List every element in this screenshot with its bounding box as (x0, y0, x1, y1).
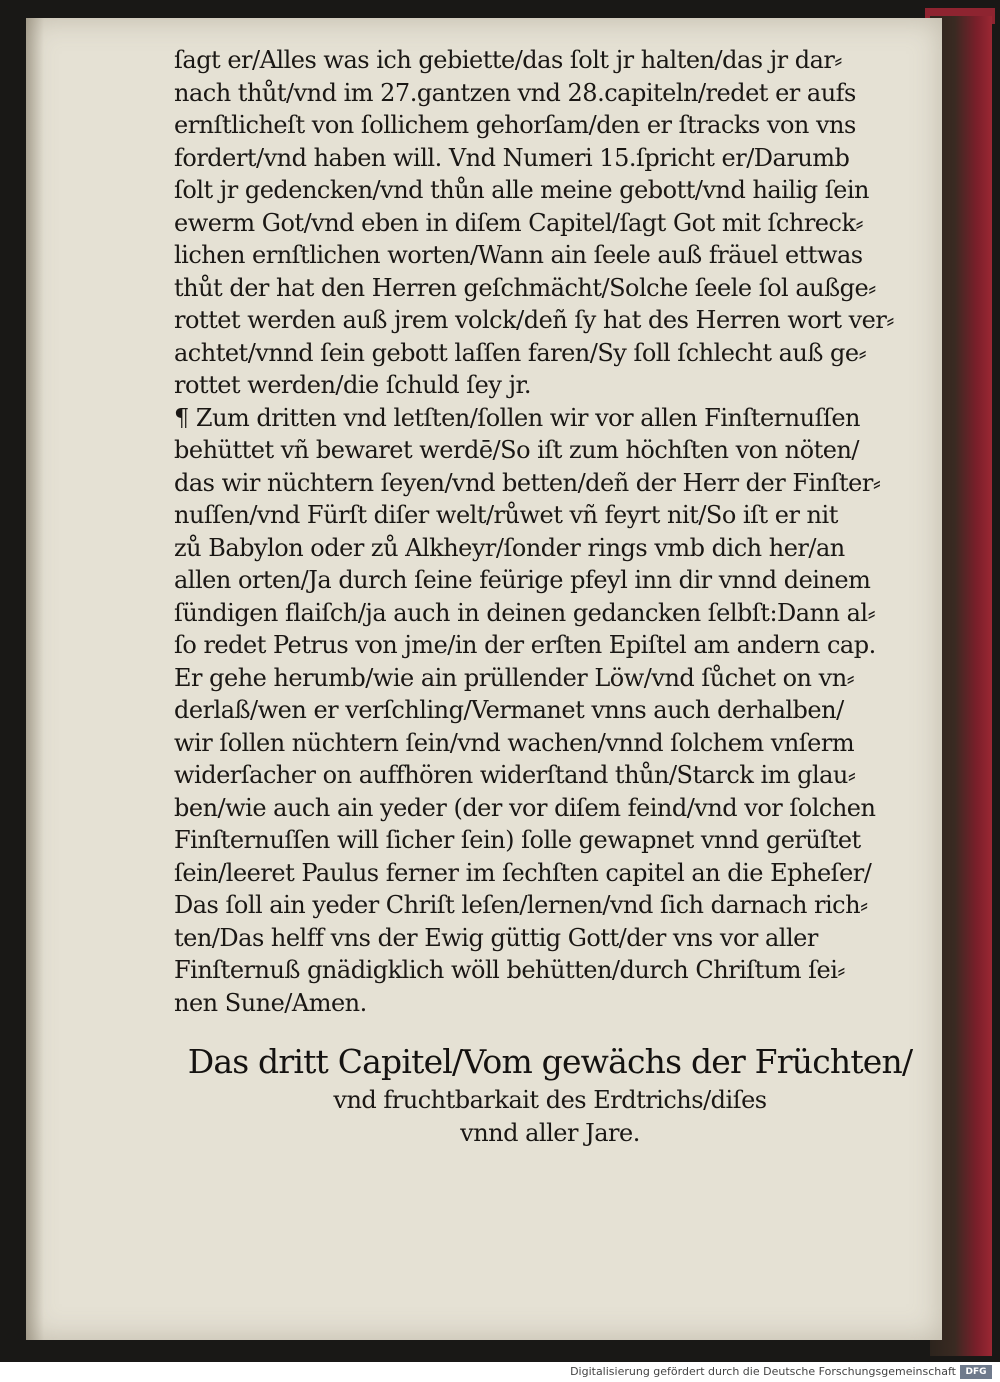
text-line: ſolt jr gedencken/vnd thůn alle meine gebott/vnd hailig ſein (174, 176, 869, 204)
text-line: nach thůt/vnd im 27.gantzen vnd 28.capiteln/redet er aufs (174, 78, 856, 107)
text-line: ewerm Got/vnd eben in diſem Capitel/ſagt Got mit ſchreck⸗ (174, 208, 863, 237)
body-text (174, 44, 930, 1019)
text-line: Finſternuſſen will ſicher ſein) ſolle gewapnet vnnd gerüſtet (174, 826, 861, 854)
text-line: ¶ Zum dritten vnd letſten/ſollen wir vor allen Finſternuſſen (174, 403, 860, 432)
text-line: ſagt er/Alles was ich gebiette/das ſolt jr halten/das jr dar⸗ (174, 46, 842, 74)
text-line: thůt der hat den Herren geſchmächt/Solche ſeele ſol außge⸗ (174, 273, 876, 302)
text-line: zů Babylon oder zů Alkheyr/ſonder rings vmb dich her/an (174, 533, 845, 562)
text-line: das wir nüchtern ſeyen/vnd betten/deñ der Herr der Finſter⸗ (174, 468, 881, 497)
text-line: nen Sune/Amen. (174, 988, 367, 1017)
text-line: rottet werden/die ſchuld ſey jr. (174, 371, 531, 399)
text-line: allen orten/Ja durch ſeine feürige pfeyl inn dir vnnd deinem (174, 566, 871, 594)
text-line: Finſternuß gnädigklich wöll behütten/durch Chriſtum ſei⸗ (174, 956, 845, 984)
dfg-logo-icon: DFG (960, 1365, 992, 1379)
text-line: lichen ernſtlichen worten/Wann ain ſeele auß fräuel ettwas (174, 241, 863, 269)
text-line: fordert/vnd haben will. Vnd Numeri 15.ſpricht er/Darumb (174, 143, 850, 172)
text-line: ſein/leeret Paulus ferner im ſechſten capitel an die Epheſer/ (174, 858, 872, 887)
chapter-heading-line: vnnd aller Jare. (460, 1119, 640, 1147)
page-gutter-shadow (26, 18, 44, 1340)
text-line: Er gehe herumb/wie ain prüllender Löw/vnd ſůchet on vn⸗ (174, 663, 855, 692)
text-line: rottet werden auß jrem volck/deñ ſy hat des Herren wort ver⸗ (174, 306, 894, 334)
text-line: nuſſen/vnd Fürſt diſer welt/růwet vñ feyrt nit/So iſt er nit (174, 501, 838, 529)
funding-notice: Digitalisierung gefördert durch die Deutsche Forschungsgemeinschaft (570, 1365, 956, 1378)
text-line: widerſacher on auffhören widerſtand thůn/Starck im glau⸗ (174, 761, 856, 789)
text-line: Das ſoll ain yeder Chriſt leſen/lernen/vnd ſich darnach rich⸗ (174, 891, 868, 919)
chapter-heading-line: vnd fruchtbarkait des Erdtrichs/diſes (333, 1086, 767, 1114)
text-line: achtet/vnnd ſein gebott laſſen faren/Sy ſoll ſchlecht auß ge⸗ (174, 338, 867, 367)
text-line: wir ſollen nüchtern ſein/vnd wachen/vnnd ſolchem vnſerm (174, 728, 855, 757)
text-line: ben/wie auch ain yeder (der vor diſem feind/vnd vor ſolchen (174, 793, 876, 822)
text-line: ernſtlicheſt von ſollichem gehorſam/den er ſtracks von vns (174, 111, 856, 139)
text-line: derlaß/wen er verſchling/Vermanet vnns auch derhalben/ (174, 696, 844, 724)
chapter-heading (150, 1040, 950, 1150)
text-line: ſo redet Petrus von jme/in der erſten Epiſtel am andern cap. (174, 631, 876, 659)
text-line: behüttet vñ bewaret werdē/So iſt zum höchſten von nöten/ (174, 436, 859, 464)
footer-bar (0, 1362, 1000, 1382)
text-line: ſündigen flaiſch/ja auch in deinen gedancken ſelbſt:Dann al⸗ (174, 598, 876, 627)
chapter-heading-line: Das dritt Capitel/Vom gewächs der Früchten/ (187, 1042, 913, 1081)
text-line: ten/Das helff vns der Ewig güttig Gott/der vns vor aller (174, 923, 818, 952)
